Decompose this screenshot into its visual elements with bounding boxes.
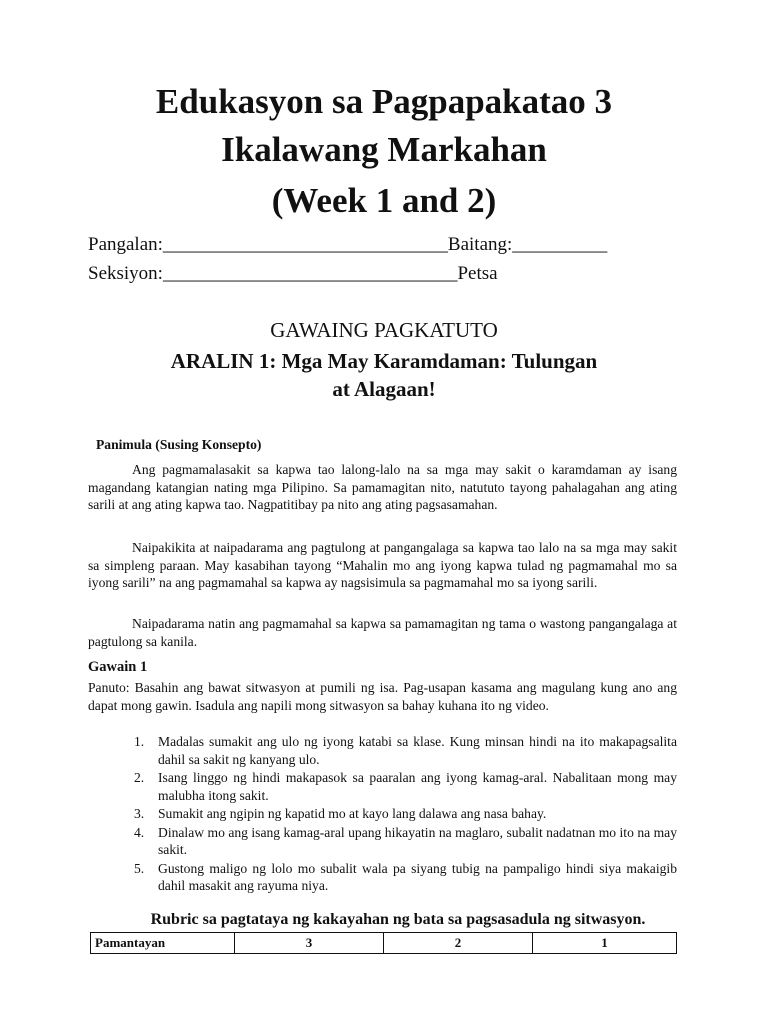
table-header-cell: 3 xyxy=(235,933,384,954)
rubric-title: Rubric sa pagtataya ng kakayahan ng bata sa pagsasadula ng sitwasyon. xyxy=(150,911,646,928)
list-item: 2. Isang linggo ng hindi makapasok sa paaralan ang iyong kamag-aral. Nabalitaan mong may malubha itong sakit. xyxy=(134,770,677,803)
document-title: Edukasyon sa Pagpapakatao 3 xyxy=(155,82,613,121)
table-header-cell: 2 xyxy=(384,933,533,954)
panimula-paragraph-2: Naipakikita at naipadarama ang pagtulong at pangangalaga sa kapwa tao lalo na sa mga may sakit sa simpleng paraan. May kasabihan tayong “Mahalin mo ang iyong kapwa tulad ng pagmamahal mo sa iyong sarili” na ang pagmamahal sa kapwa ay nagsisimula sa pagmamahal mo sa iyong sarili. xyxy=(88,540,677,590)
rubric-table xyxy=(90,932,677,954)
panimula-paragraph-3: Naipadarama natin ang pagmamahal sa kapwa sa pamamagitan ng tama o wastong pangangalaga at pagtulong sa kanila. xyxy=(88,616,677,649)
activity-title: GAWAING PAGKATUTO xyxy=(270,318,498,342)
gawain-instructions: Panuto: Basahin ang bawat sitwasyon at pumili ng isa. Pag-usapan kasama ang magulang kung ano ang dapat mong gawin. Isadula ang napili mong sitwasyon sa bahay kuhana ito ng video. xyxy=(88,680,677,713)
panimula-paragraph-1: Ang pagmamalasakit sa kapwa tao lalong-lalo na sa mga may sakit o karamdaman ay isang magandang katangian nating mga Pilipino. Sa pamamagitan nito, natututo tayong pahalagahan ang ating sarili at ang ating kapwa tao. Nagpatitibay pa nito ang ating pagsasamahan. xyxy=(88,462,677,512)
gawain-heading: Gawain 1 xyxy=(88,659,148,675)
name-grade-field: Pangalan:______________________________Baitang:__________ xyxy=(88,234,608,255)
list-item: 4. Dinalaw mo ang isang kamag-aral upang hikayatin na maglaro, subalit nadatnan mo ito na may sakit. xyxy=(134,824,677,857)
lesson-title-line1: ARALIN 1: Mga May Karamdaman: Tulungan xyxy=(170,349,598,373)
lesson-title-line2: at Alagaan! xyxy=(332,377,436,401)
list-item: 3. Sumakit ang ngipin ng kapatid mo at kayo lang dalawa ang nasa bahay. xyxy=(134,806,547,821)
table-header-cell: 1 xyxy=(533,933,677,954)
panimula-heading: Panimula (Susing Konsepto) xyxy=(96,437,262,452)
quarter-title: Ikalawang Markahan xyxy=(221,130,547,169)
situation-list xyxy=(88,733,677,896)
table-header-cell: Pamantayan xyxy=(91,933,235,954)
table-row xyxy=(91,933,677,954)
list-item: 5. Gustong maligo ng lolo mo subalit wala pa siyang tubig na pampaligo hindi siya makaigib dahil masakit ang rayuma niya. xyxy=(134,860,677,893)
list-item: 1. Madalas sumakit ang ulo ng iyong katabi sa klase. Kung minsan hindi na ito makapagsalita dahil sa sakit ng kanyang ulo. xyxy=(134,734,677,767)
week-title: (Week 1 and 2) xyxy=(271,181,497,220)
section-date-field: Seksiyon:_______________________________Petsa xyxy=(88,263,498,284)
